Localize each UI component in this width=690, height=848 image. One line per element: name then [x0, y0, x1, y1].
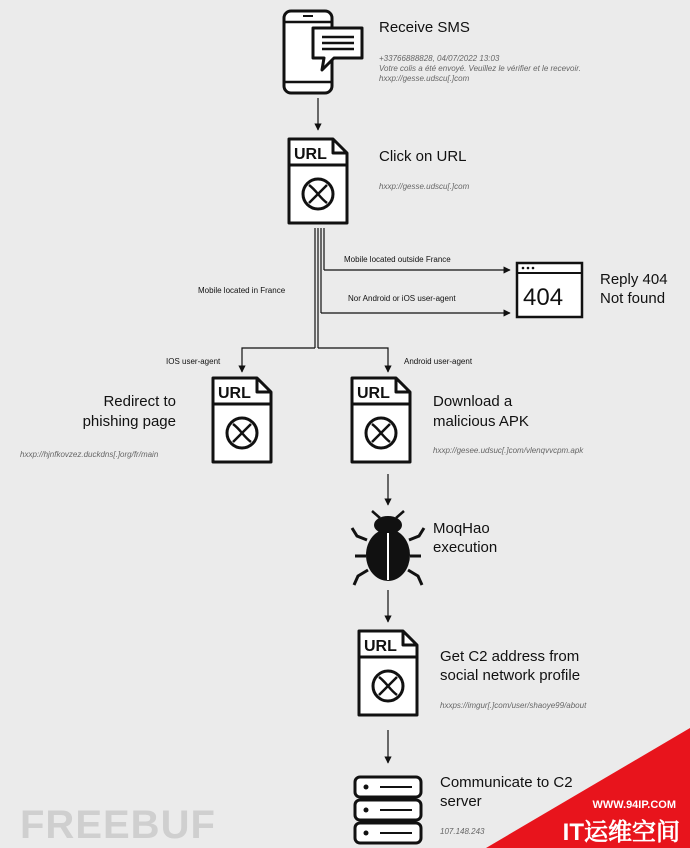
- brand-watermark-text: IT运维空间: [562, 819, 680, 846]
- url-icon-label: URL: [357, 385, 390, 402]
- edge-labels: [166, 255, 473, 366]
- url-document-icon: [359, 631, 417, 715]
- node-meta: +33766888828, 04/07/2022 13:03: [379, 54, 500, 63]
- edge-label-android: Android user-agent: [404, 357, 473, 366]
- arrow-ios: [242, 348, 315, 372]
- node-click-url: [289, 139, 470, 223]
- node-moqhao: [352, 511, 497, 585]
- node-title: Click on URL: [379, 148, 467, 165]
- 404-icon-label: 404: [523, 284, 564, 311]
- url-document-icon: [289, 139, 347, 223]
- edge-label-in-france: Mobile located in France: [198, 286, 286, 295]
- edge-label-nor-android-ios: Nor Android or iOS user-agent: [348, 294, 456, 303]
- node-reply-404: [517, 263, 668, 317]
- node-meta: hxxp://gesee.udsuc[.]com/vlenqvvcpm.apk: [433, 446, 584, 455]
- url-document-icon: [213, 378, 271, 462]
- edge-label-outside-france: Mobile located outside France: [344, 255, 451, 264]
- node-title: social network profile: [440, 667, 581, 684]
- url-document-icon: [352, 378, 410, 462]
- bug-icon: [352, 511, 424, 585]
- arrow-android: [318, 348, 388, 372]
- node-title: Reply 404: [600, 271, 668, 288]
- watermark-freebuf: [20, 803, 216, 847]
- node-meta: hxxp://gesse.udscu[.]com: [379, 182, 470, 191]
- node-title: Get C2 address from: [440, 648, 580, 665]
- node-title: malicious APK: [433, 413, 529, 430]
- smartphone-sms-icon: [284, 11, 362, 93]
- edge-label-ios: IOS user-agent: [166, 357, 221, 366]
- browser-404-icon: [517, 263, 582, 317]
- url-icon-label: URL: [218, 385, 251, 402]
- node-meta: hxxps://imgur[.]com/user/shaoye99/about: [440, 701, 587, 710]
- node-meta: 107.148.243: [440, 827, 485, 836]
- node-title: execution: [433, 539, 498, 556]
- node-title: Redirect to: [103, 393, 176, 410]
- url-icon-label: URL: [364, 638, 397, 655]
- node-meta: hxxp://gesse.udscu[.]com: [379, 74, 470, 83]
- freebuf-watermark-text: FREEBUF: [20, 803, 216, 847]
- node-download-apk: [352, 378, 584, 462]
- node-receive-sms: [284, 11, 581, 93]
- server-stack-icon: [355, 777, 421, 843]
- node-meta: Votre colis a été envoyé. Veuillez le vérifier et le recevoir.: [379, 64, 581, 73]
- url-icon-label: URL: [294, 146, 327, 163]
- node-get-c2: [359, 631, 587, 715]
- node-meta: hxxp://hjnfkovzez.duckdns[.]org/fr/main: [20, 450, 159, 459]
- node-title: Download a: [433, 393, 513, 410]
- site-watermark-text: WWW.94IP.COM: [592, 799, 676, 811]
- node-title: phishing page: [82, 413, 176, 430]
- node-title: server: [440, 793, 482, 810]
- node-title: Communicate to C2: [440, 774, 573, 791]
- node-title: Receive SMS: [379, 19, 470, 36]
- node-redirect-phishing: [20, 378, 271, 462]
- node-title: MoqHao: [433, 520, 490, 537]
- node-title: Not found: [600, 290, 666, 307]
